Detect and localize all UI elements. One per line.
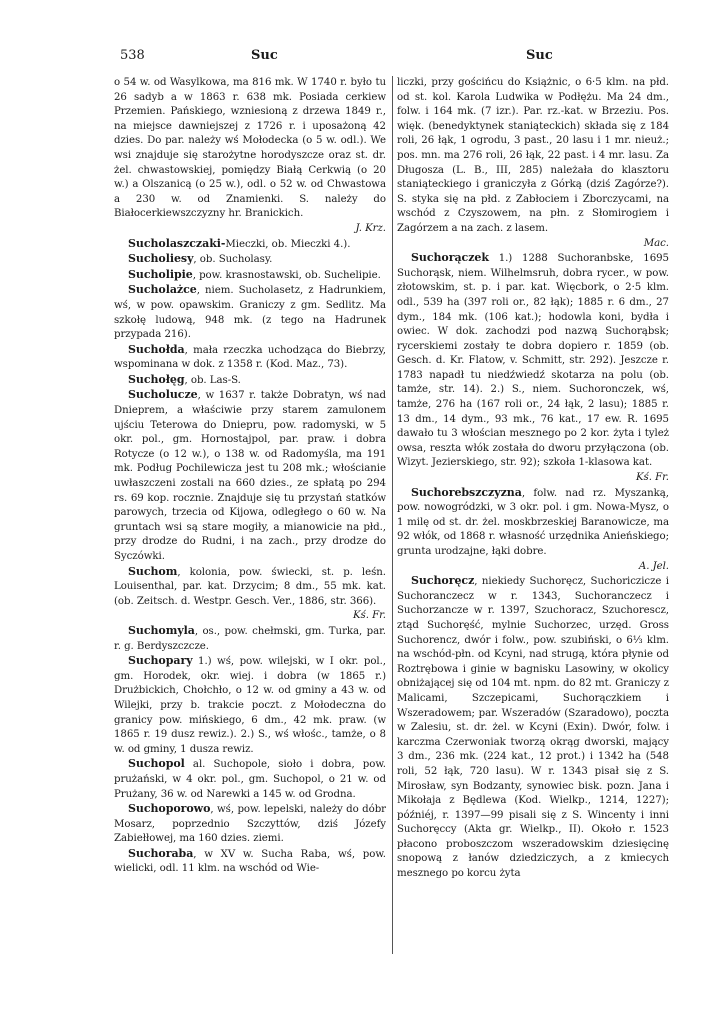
dictionary-entry xyxy=(114,373,386,389)
entry-text: , w XV w. Sucha Raba, wś, pow. wielicki, odl. 11 klm. na wschód od Wie- xyxy=(114,848,386,875)
entry-headword: Suchopary xyxy=(128,654,193,668)
entry-headword: Sucholipie xyxy=(128,267,193,281)
entry-signature: J. Krz. xyxy=(355,222,386,234)
entry-signature: Kś. Fr. xyxy=(352,610,386,622)
dictionary-entry xyxy=(114,802,386,847)
entry-text: , folw. nad rz. Myszanką, pow. nowogródzki, w 3 okr. pol. i gm. Nowa-Mysz, o 1 milę od st. dr. żel. moskbrzeskiej Baranowicze, ma 92 włók, od 1868 r. własność urzędnika Anieńskiego; grunta urodzajne, łąki dobre. xyxy=(397,487,669,557)
dictionary-entry xyxy=(114,268,386,284)
dictionary-entry xyxy=(397,76,669,251)
entry-headword: Suchomyla xyxy=(128,623,195,637)
entry-signature: Kś. Fr. xyxy=(635,472,669,484)
entry-headword: Sucholażce xyxy=(128,283,197,297)
dictionary-entry xyxy=(397,574,669,881)
dictionary-entry xyxy=(114,565,386,624)
dictionary-entry xyxy=(114,847,386,877)
entry-headword: Sucholiesy xyxy=(128,252,194,266)
entry-text: , mała rzeczka uchodząca do Biebrzy, wspominana w dok. z 1358 r. (Kod. Maz., 73). xyxy=(114,344,386,371)
right-column xyxy=(397,76,669,882)
entry-headword: Suchoręcz xyxy=(411,574,475,588)
entry-text: , wś, pow. lepelski, należy do dóbr Mosarz, poprzednio Szczyttów, dziś Józefy Zabiełłowej, ma 160 dzies. ziemi. xyxy=(114,804,386,845)
entry-headword: Suchopol xyxy=(128,757,185,771)
dictionary-entry xyxy=(114,388,386,564)
entry-text: o 54 w. od Wasylkowa, ma 816 mk. W 1740 r. było tu 26 sadyb a w 1863 r. 638 mk. Posiada cerkiew Przemien. Pańskiego, wzniesioną z drzewa 1849 r., na miejsce dawniejszej z 1726 r. i uposażoną 42 dzies. Do par. należy wś Mołodecka (o 5 w. odl.). We wsi znajduje się starożytne horodyszcze oraz st. dr. żel. chwastowskiej, pomiędzy Białą Cerkwią (o 20 w.) a Olszanicą (o 25 w.), odl. o 52 w. od Chwastowa a 230 w. od Znamienki. S. należy do Białocerkiewszczyzny hr. Branickich. xyxy=(114,77,386,220)
entry-signature: A. Jel. xyxy=(638,560,669,572)
entry-headword: Suchoporowo xyxy=(128,802,211,816)
entry-headword: Suchorebszczyzna xyxy=(411,485,522,499)
dictionary-entry xyxy=(114,252,386,268)
entry-text: al. Suchopole, sioło i dobra, pow. prużański, w 4 okr. pol., gm. Suchopol, o 21 w. od Prużany, 36 w. od Narewki a 145 w. od Grodna. xyxy=(114,759,386,800)
entry-text: , niem. Sucholasetz, z Hadrunkiem, wś, w pow. opawskim. Graniczy z gm. Sedlitz. Ma szkołę ludową, 948 mk. (z tego na Hadrunek przypada 216). xyxy=(114,285,386,341)
entry-headword: Suchom xyxy=(128,564,178,578)
dictionary-entry xyxy=(114,237,386,253)
entry-signature: Mac. xyxy=(643,237,669,249)
dictionary-entry xyxy=(114,283,386,342)
entry-headword: Suchołęg xyxy=(128,372,185,386)
running-head-left: Suc xyxy=(251,48,278,63)
page-number: 538 xyxy=(120,48,145,63)
entry-headword: Sucholucze xyxy=(128,388,198,402)
entry-text: , w 1637 r. także Dobratyn, wś nad Dnieprem, a właściwie przy starem zamulonem ujściu Teterowa do Dniepru, pow. radomyski, w 5 okr. pol., gm. Hornostajpol, par. praw. i dobra Rotycze (o 12 w.), o 138 w. od Radomyśla, ma 191 mk. Podług Pochilewicza jest tu 208 mk.; włościanie uwłaszczeni zostali na 660 dzies., ze spłatą po 294 rs. 69 kop. rocznie. Znajduje się tu przystań statków parowych, trzecia od Kijowa, odległego o 60 w. Na gruntach wsi są stare mogiły, a mianowicie na płd., przy drodze do Rudni, i na zach., przy drodze do Syczówki. xyxy=(114,390,386,562)
entry-headword: Suchołda xyxy=(128,342,185,356)
entry-text: Mieczki, ob. Mieczki 4.). xyxy=(225,238,351,250)
dictionary-entry xyxy=(397,486,669,575)
column-divider xyxy=(392,76,393,954)
entry-headword: Suchoraba xyxy=(128,846,194,860)
entry-text: liczki, przy gościńcu do Książnic, o 6·5 klm. na płd. od st. kol. Karola Ludwika w Podłężu. Ma 24 dm., folw. i 164 mk. (7 izr.). Par. rz.-kat. w Brzeziu. Pos. więk. (benedyktynek staniąteckich) składa się z 184 roli, 26 łąk, 1 ogrodu, 3 past., 20 lasu i 1 mr. nieuż.; pos. mn. ma 276 roli, 26 łąk, 22 past. i 4 mr. lasu. Za Długosza (L. B., III, 285) należała do klasztoru staniąteckiego i graniczyła z Górką (dziś Zagórze?). S. styka się na płd. z Zabłociem i Zborczycami, na wschód z Czyszowem, na płn. z Słomirogiem i Zagórzem a na zach. z lasem. xyxy=(397,77,669,234)
entry-text: , ob. Las-S. xyxy=(184,374,241,386)
left-column xyxy=(114,76,386,877)
entry-text: , niekiedy Suchoręcz, Suchoriczicze i Suchoranczecz w r. 1343, Suchoranczecz i Suchorzancze w r. 1397, Szuchoracz, Szuchorescz, ztąd Suchoręść, mylnie Suchorzec, urzęd. Gross Suchorencz, dwór i folw., pow. szubiński, o 6⅓ klm. na wschód-płn. od Kcyni, nad strugą, która płynie od Roztrębowa i ginie w bagnisku Lasowiny, w okolicy obniżającej się od 104 mt. npm. do 82 mt. Graniczy z Malicami, Szczepicami, Suchorączkiem i Wszeradowem; par. Wszeradów (Szaradowo), poczta w Zalesiu, st. dr. żel. w Kcyni (Exin). Dwór, folw. i karczma Czerwoniak tworzą okrąg dworski, mający 3 dm., 236 mk. (224 kat., 12 prot.) i 1342 ha (548 roli, 52 łąk, 720 lasu). W r. 1343 pisał się z S. Mirosław, syn Bodzanty, synowiec bisk. pozn. Jana i Mikołaja z Będlewa (Kod. Wielkp., 1214, 1227); późniéj, r. 1397—99 pisali się z S. Wincenty i inni Suchoręccy (Akta gr. Wielkp., II). Około r. 1523 płacono proboszczom wszeradowskim dziesięcinę snopową z łanów dziedziczych, a z kmiecych mesznego po korcu żyta xyxy=(397,576,669,880)
entry-text: , os., pow. chełmski, gm. Turka, par. r. g. Berdyszczcze. xyxy=(114,625,386,652)
dictionary-entry xyxy=(114,624,386,654)
dictionary-entry xyxy=(114,343,386,373)
entry-text: , ob. Sucholasy. xyxy=(193,254,273,266)
dictionary-entry xyxy=(114,76,386,237)
dictionary-entry xyxy=(397,251,669,486)
entry-text: , pow. krasnostawski, ob. Suchelipie. xyxy=(192,269,381,281)
entry-headword: Sucholaszczaki- xyxy=(128,236,226,250)
entry-text: 1.) 1288 Suchoranbske, 1695 Suchorąsk, niem. Wilhelmsruh, dobra rycer., w pow. złotowskim, st. p. i par. kat. Więcbork, o 2·5 klm. odl., 539 ha (397 roli or., 82 łąk); 1885 r. 6 dm., 27 dym., 184 mk. (106 kat.); hodowla koni, bydła i owiec. W dok. zachodzi pod nazwą Suchorąbsk; rycerskiemi zostały te dobra dopiero r. 1859 (ob. Gesch. d. Kr. Flatow, v. Schmitt, str. 292). Jeszcze r. 1783 napadł tu niedźwiedź skotarza na polu (ob. tamże, str. 14). 2.) S., niem. Suchoronczek, wś, tamże, 276 ha (167 roli or., 24 łąk, 2 lasu); 1885 r. 13 dm., 14 dym., 93 mk., 76 kat., 17 ew. R. 1695 dawało tu 3 włościan mesznego po 2 kor. żyta i tyleż owsa, reszta włók została do dworu przyłączona (ob. Wizyt. Jezierskiego, str. 92); szkoła 1-klasowa kat. xyxy=(397,253,669,469)
entry-text: 1.) wś, pow. wilejski, w I okr. pol., gm. Horodek, okr. wiej. i dobra (w 1865 r.) Drużbickich, Chołchło, o 12 w. od gminy a 43 w. od Wilejki, przy b. trakcie poczt. z Mołodeczna do granicy pow. mińskiego, 6 dm., 42 mk. praw. (w 1865 r. 19 dusz rewiz.). 2.) S., wś włośc., tamże, o 8 w. od gminy, 1 dusza rewiz. xyxy=(114,656,386,755)
entry-text: , kolonia, pow. świecki, st. p. leśn. Louisenthal, par. kat. Drzycim; 8 dm., 55 mk. kat. (ob. Zeitsch. d. Westpr. Gesch. Ver., 1886, str. 366). xyxy=(114,566,386,607)
dictionary-entry xyxy=(114,654,386,757)
dictionary-entry xyxy=(114,757,386,802)
running-head-right: Suc xyxy=(526,48,553,63)
entry-headword: Suchorączek xyxy=(411,251,489,265)
